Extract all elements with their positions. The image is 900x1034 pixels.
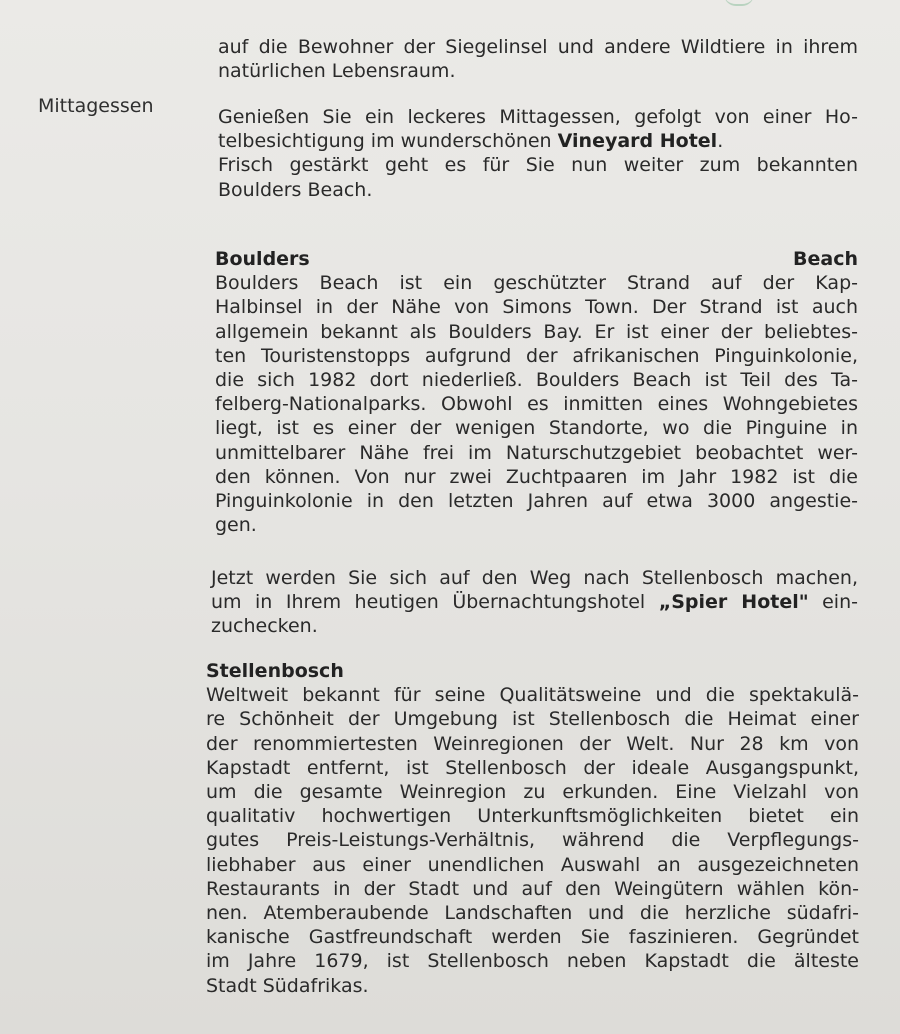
text-line: unmittelbarer Nähe frei im Naturschutzgebiet beobachtet wer- [215,441,858,464]
stellenbosch-section [206,659,859,998]
text-line: Frisch gestärkt geht es für Sie nun weiter zum bekannten [218,154,858,177]
text-line: auf die Bewohner der Siegelinsel und andere Wildtiere in ihrem [218,36,858,58]
text-line: Boulders Beach. [218,178,373,201]
text-line: gen. [215,514,257,537]
text-line: zuchecken. [211,615,318,638]
section-heading-stellenbosch: Stellenbosch [206,660,344,682]
text-line: um in Ihrem heutigen Übernachtungshotel „Spier Hotel" ein- [211,591,858,614]
text-line: im Jahre 1679, ist Stellenbosch neben Kapstadt die älteste [206,950,859,973]
stellenbosch-body [206,683,859,998]
text-line: Pinguinkolonie in den letzten Jahren auf etwa 3000 angestie- [215,490,858,513]
text-line: kanische Gastfreundschaft werden Sie faszinieren. Gegründet [206,926,859,949]
text-line: den können. Von nur zwei Zuchtpaaren im Jahr 1982 ist die [215,465,858,488]
side-label-lunch: Mittagessen [38,95,154,117]
text-line: allgemein bekannt als Boulders Bay. Er ist einer der beliebtes- [215,320,858,343]
text-line: re Schönheit der Umgebung ist Stellenbosch die Heimat einer [206,708,859,731]
text-line: liegt, ist es einer der wenigen Standorte, wo die Pinguine in [215,417,858,440]
text-line: Stadt Südafrikas. [206,974,369,997]
transfer-paragraph [211,566,858,639]
text-line: felberg-Nationalparks. Obwohl es inmitten eines Wohngebietes [215,393,858,416]
boulders-section [215,247,858,537]
text-line: Weltweit bekannt für seine Qualitätsweine und die spektakulä- [206,684,859,707]
text-line: telbesichtigung im wunderschönen Vineyard Hotel. [218,130,724,153]
page-edge-mark [724,0,754,6]
text-line: der renommiertesten Weinregionen der Welt. Nur 28 km von [206,732,859,755]
text-line: gutes Preis-Leistungs-Verhältnis, während die Verpflegungs- [206,829,859,852]
text-line: Halbinsel in der Nähe von Simons Town. Der Strand ist auch [215,296,858,319]
text-line: Kapstadt entfernt, ist Stellenbosch der ideale Ausgangspunkt, [206,756,859,779]
text-line: Boulders Beach ist ein geschützter Strand auf der Kap- [215,272,858,295]
text-line: um die gesamte Weinregion zu erkunden. Eine Vielzahl von [206,781,859,804]
lunch-paragraph [218,105,858,202]
hotel-name-vineyard: Vineyard Hotel [557,130,718,153]
text-line: liebhaber aus einer unendlichen Auswahl an ausgezeichneten [206,853,859,876]
text-line: ten Touristenstopps aufgrund der afrikanischen Pinguinkolonie, [215,344,858,367]
boulders-body [215,271,858,537]
text-line: qualitativ hochwertigen Unterkunftsmöglichkeiten bietet ein [206,805,859,828]
text-line: nen. Atemberaubende Landschaften und die herzliche südafri- [206,902,859,925]
text-line: Restaurants in der Stadt und auf den Weingütern wählen kön- [206,877,859,900]
text-line: Genießen Sie ein leckeres Mittagessen, gefolgt von einer Ho- [218,106,858,128]
hotel-name-spier: „Spier Hotel" [658,591,809,614]
text-line: Jetzt werden Sie sich auf den Weg nach Stellenbosch machen, [211,567,858,589]
text-line: die sich 1982 dort niederließ. Boulders Beach ist Teil des Ta- [215,369,858,392]
section-heading-boulders: Boulders Beach [215,248,858,270]
intro-paragraph [218,35,858,83]
text-line: natürlichen Lebensraum. [218,60,456,83]
